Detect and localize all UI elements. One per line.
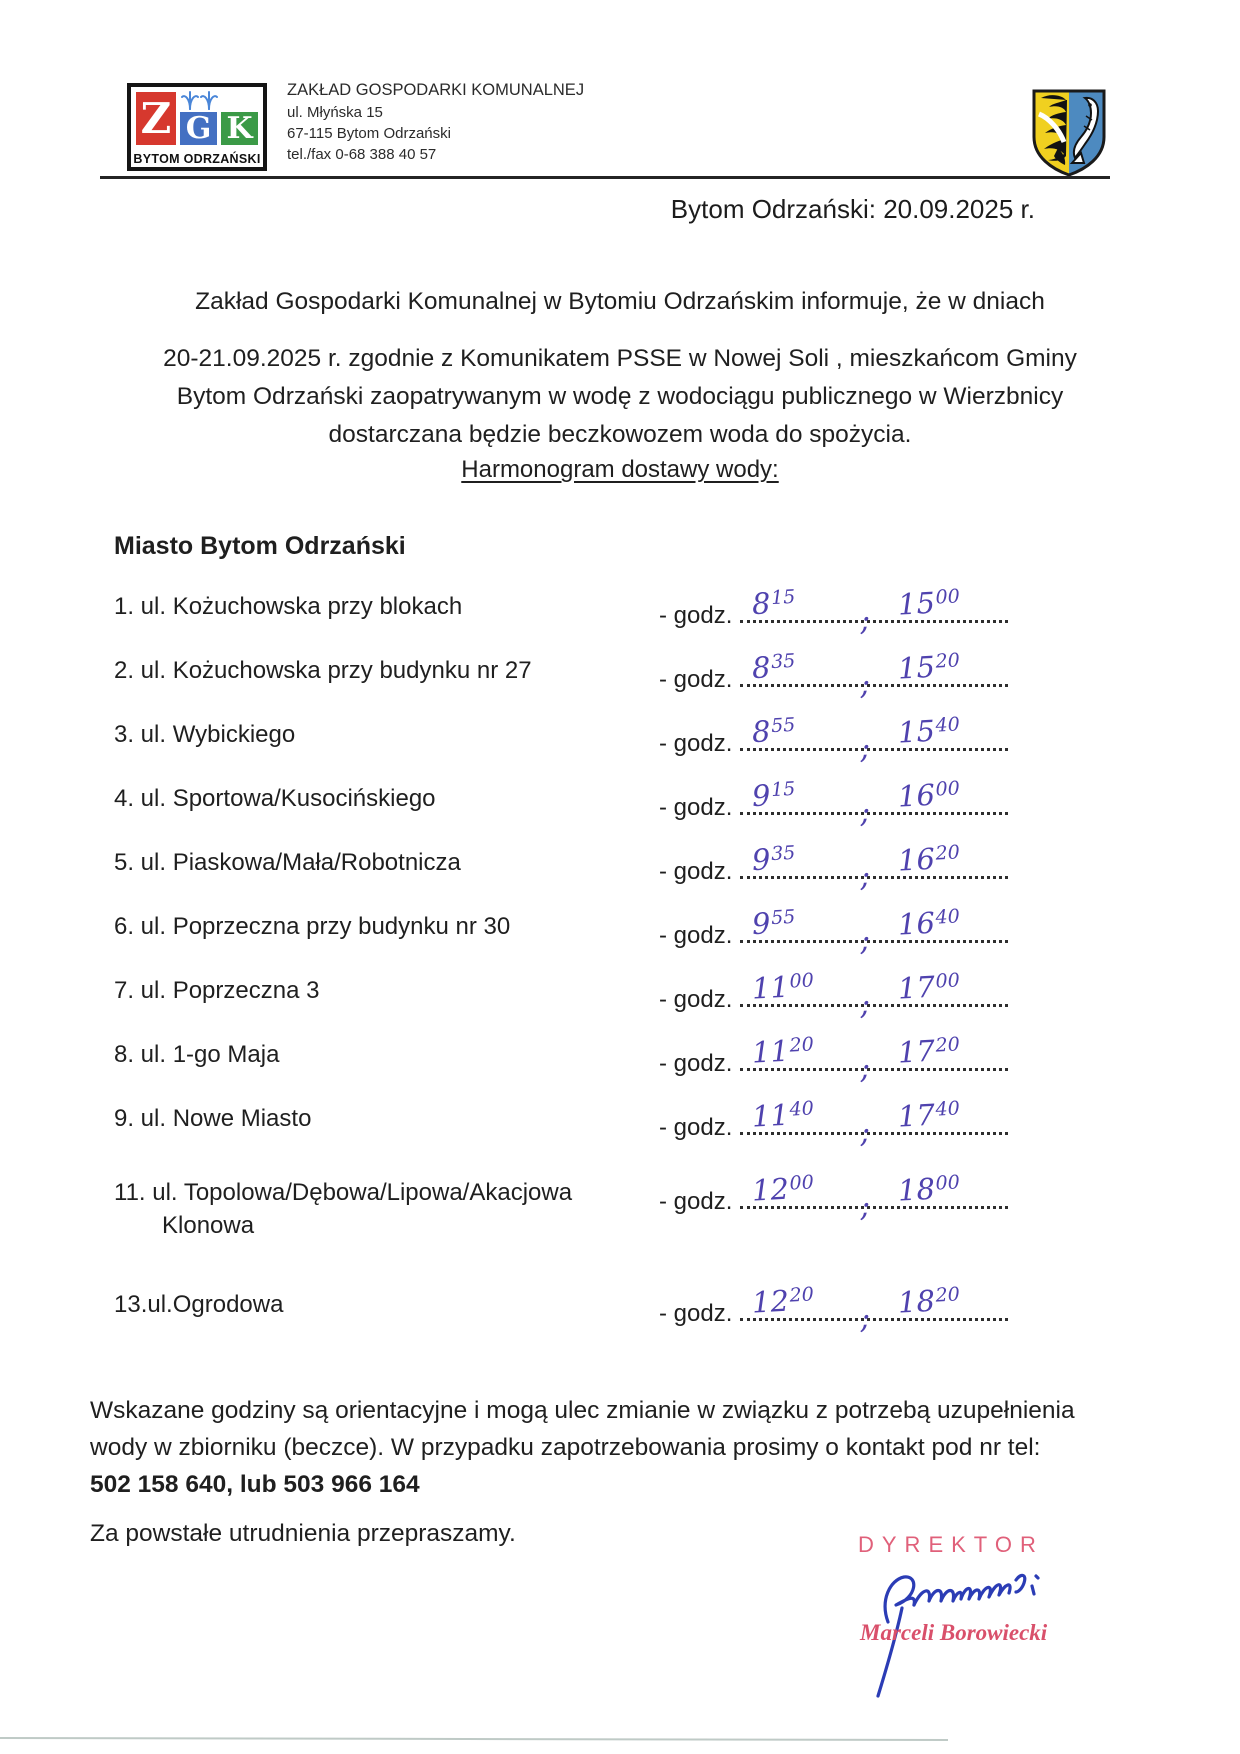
- handwritten-time-end: $16^{40}$: [897, 905, 961, 942]
- header-divider: [100, 176, 1110, 179]
- handwritten-time-start: $11^{20}$: [751, 1033, 815, 1070]
- street-label: 4. ul. Sportowa/Kusocińskiego: [114, 785, 436, 812]
- note-line-2: wody w zbiorniku (beczce). W przypadku zapotrzebowania prosimy o kontakt pod nr tel:: [90, 1434, 1041, 1461]
- company-info: [287, 80, 584, 165]
- schedule-row: [114, 1033, 1129, 1087]
- godz-label: - godz.: [659, 1300, 733, 1327]
- handwritten-time-start: $9^{35}$: [751, 841, 797, 878]
- dotted-line: [740, 1033, 1008, 1087]
- godz-label: - godz.: [659, 1114, 733, 1141]
- handwritten-time-end: $16^{00}$: [897, 777, 961, 814]
- section-title: Miasto Bytom Odrzański: [114, 532, 406, 560]
- street-label: 2. ul. Kożuchowska przy budynku nr 27: [114, 657, 532, 684]
- schedule-row: [114, 1097, 1129, 1151]
- handwritten-time-start: $8^{35}$: [751, 649, 797, 686]
- schedule-row: [114, 649, 1129, 703]
- street-label: 5. ul. Piaskowa/Mała/Robotnicza: [114, 849, 461, 876]
- schedule-row: [114, 777, 1129, 831]
- director-name-stamp: Marceli Borowiecki: [860, 1620, 1048, 1645]
- godz-label: - godz.: [659, 794, 733, 821]
- schedule-heading: Harmonogram dostawy wody:: [461, 456, 779, 483]
- godz-label: - godz.: [659, 858, 733, 885]
- street-label: 8. ul. 1-go Maja: [114, 1041, 280, 1068]
- street-label: 1. ul. Kożuchowska przy blokach: [114, 593, 463, 620]
- dotted-line: [740, 1097, 1008, 1151]
- handwritten-time-end: $15^{40}$: [897, 713, 961, 750]
- logo-caption: BYTOM ODRZAŃSKI: [133, 152, 261, 166]
- director-block: [858, 1532, 1158, 1698]
- schedule-row: [114, 905, 1129, 959]
- dotted-line: [740, 713, 1008, 767]
- intro-line-3: Bytom Odrzański zaopatrywanym w wodę z wodociągu publicznego w Wierzbnicy: [176, 383, 1064, 410]
- contact-phones: 502 158 640, lub 503 966 164: [90, 1471, 420, 1498]
- company-street: ul. Młyńska 15: [287, 104, 383, 121]
- dotted-line: [740, 841, 1008, 895]
- handwritten-semicolon: ;: [859, 922, 872, 959]
- date-line: Bytom Odrzański: 20.09.2025 r.: [670, 194, 1035, 224]
- street-label-line2: Klonowa: [162, 1212, 255, 1239]
- company-name: ZAKŁAD GOSPODARKI KOMUNALNEJ: [287, 81, 585, 99]
- handwritten-time-start: $9^{15}$: [751, 777, 797, 814]
- scan-artifact-line: [0, 1737, 948, 1741]
- schedule-row: [114, 1171, 1129, 1242]
- handwritten-time-end: $16^{20}$: [897, 841, 961, 878]
- dotted-line: [740, 1283, 1008, 1337]
- street-label: 3. ul. Wybickiego: [114, 721, 296, 748]
- fountain-icon: [178, 89, 222, 111]
- company-phone: tel./fax 0-68 388 40 57: [287, 146, 437, 163]
- schedule-row: [114, 713, 1129, 767]
- coat-of-arms-icon: [1028, 86, 1110, 178]
- handwritten-semicolon: ;: [859, 602, 872, 639]
- schedule-row: [114, 585, 1129, 639]
- handwritten-semicolon: ;: [859, 1050, 872, 1087]
- footer-note: [90, 1392, 1120, 1503]
- note-line-1: Wskazane godziny są orientacyjne i mogą ulec zmianie w związku z potrzebą uzupełnienia: [90, 1397, 1075, 1424]
- dotted-line: [740, 1171, 1008, 1225]
- godz-label: - godz.: [659, 922, 733, 949]
- handwritten-time-end: $15^{00}$: [897, 585, 961, 622]
- intro-line-2: 20-21.09.2025 r. zgodnie z Komunikatem PSSE w Nowej Soli , mieszkańcom Gminy: [163, 345, 1077, 372]
- handwritten-semicolon: ;: [859, 1114, 872, 1151]
- logo-letter-k: K: [221, 112, 258, 145]
- dotted-line: [740, 777, 1008, 831]
- dotted-line: [740, 649, 1008, 703]
- street-label: 7. ul. Poprzeczna 3: [114, 977, 320, 1004]
- handwritten-time-end: $17^{00}$: [897, 969, 961, 1006]
- handwritten-time-end: $15^{20}$: [897, 649, 961, 686]
- handwritten-time-start: $8^{15}$: [751, 585, 797, 622]
- handwritten-time-start: $8^{55}$: [751, 713, 797, 750]
- godz-label: - godz.: [659, 730, 733, 757]
- handwritten-semicolon: ;: [859, 986, 872, 1023]
- handwritten-semicolon: ;: [859, 730, 872, 767]
- handwritten-time-start: $12^{00}$: [751, 1171, 815, 1208]
- handwritten-time-start: $9^{55}$: [751, 905, 797, 942]
- handwritten-semicolon: ;: [859, 666, 872, 703]
- logo-letter-z: Z: [136, 92, 176, 145]
- handwritten-time-end: $17^{40}$: [897, 1097, 961, 1134]
- dotted-line: [740, 585, 1008, 639]
- logo-letter-g: G: [180, 112, 217, 145]
- street-label: 6. ul. Poprzeczna przy budynku nr 30: [114, 913, 511, 940]
- schedule-row: [114, 841, 1129, 895]
- handwritten-semicolon: ;: [859, 858, 872, 895]
- handwritten-time-start: $11^{00}$: [751, 969, 815, 1006]
- schedule-row: [114, 969, 1129, 1023]
- handwritten-time-start: $11^{40}$: [751, 1097, 815, 1134]
- dotted-line: [740, 969, 1008, 1023]
- street-label: 11. ul. Topolowa/Dębowa/Lipowa/Akacjowa: [114, 1179, 573, 1206]
- street-label: 9. ul. Nowe Miasto: [114, 1105, 312, 1132]
- dotted-line: [740, 905, 1008, 959]
- handwritten-time-end: $17^{20}$: [897, 1033, 961, 1070]
- street-label: 13.ul.Ogrodowa: [114, 1291, 284, 1318]
- godz-label: - godz.: [659, 986, 733, 1013]
- intro-paragraph: [100, 340, 1140, 454]
- godz-label: - godz.: [659, 1188, 733, 1215]
- schedule-row: [114, 1283, 1129, 1337]
- intro-line-4: dostarczana będzie beczkowozem woda do spożycia.: [328, 421, 912, 448]
- schedule-list: [114, 585, 1129, 1352]
- handwritten-time-end: $18^{20}$: [897, 1283, 961, 1320]
- handwritten-semicolon: ;: [859, 1300, 872, 1337]
- director-title-stamp: DYREKTOR: [858, 1532, 1044, 1557]
- intro-line-1: Zakład Gospodarki Komunalnej w Bytomiu Odrzańskim informuje, że w dniach: [195, 288, 1045, 315]
- handwritten-time-end: $18^{00}$: [897, 1171, 961, 1208]
- godz-label: - godz.: [659, 602, 733, 629]
- handwritten-semicolon: ;: [859, 794, 872, 831]
- handwritten-time-start: $12^{20}$: [751, 1283, 815, 1320]
- handwritten-semicolon: ;: [859, 1188, 872, 1225]
- zgk-logo: [127, 83, 267, 171]
- company-city: 67-115 Bytom Odrzański: [287, 125, 451, 142]
- godz-label: - godz.: [659, 666, 733, 693]
- godz-label: - godz.: [659, 1050, 733, 1077]
- apology-line: Za powstałe utrudnienia przepraszamy.: [90, 1520, 516, 1547]
